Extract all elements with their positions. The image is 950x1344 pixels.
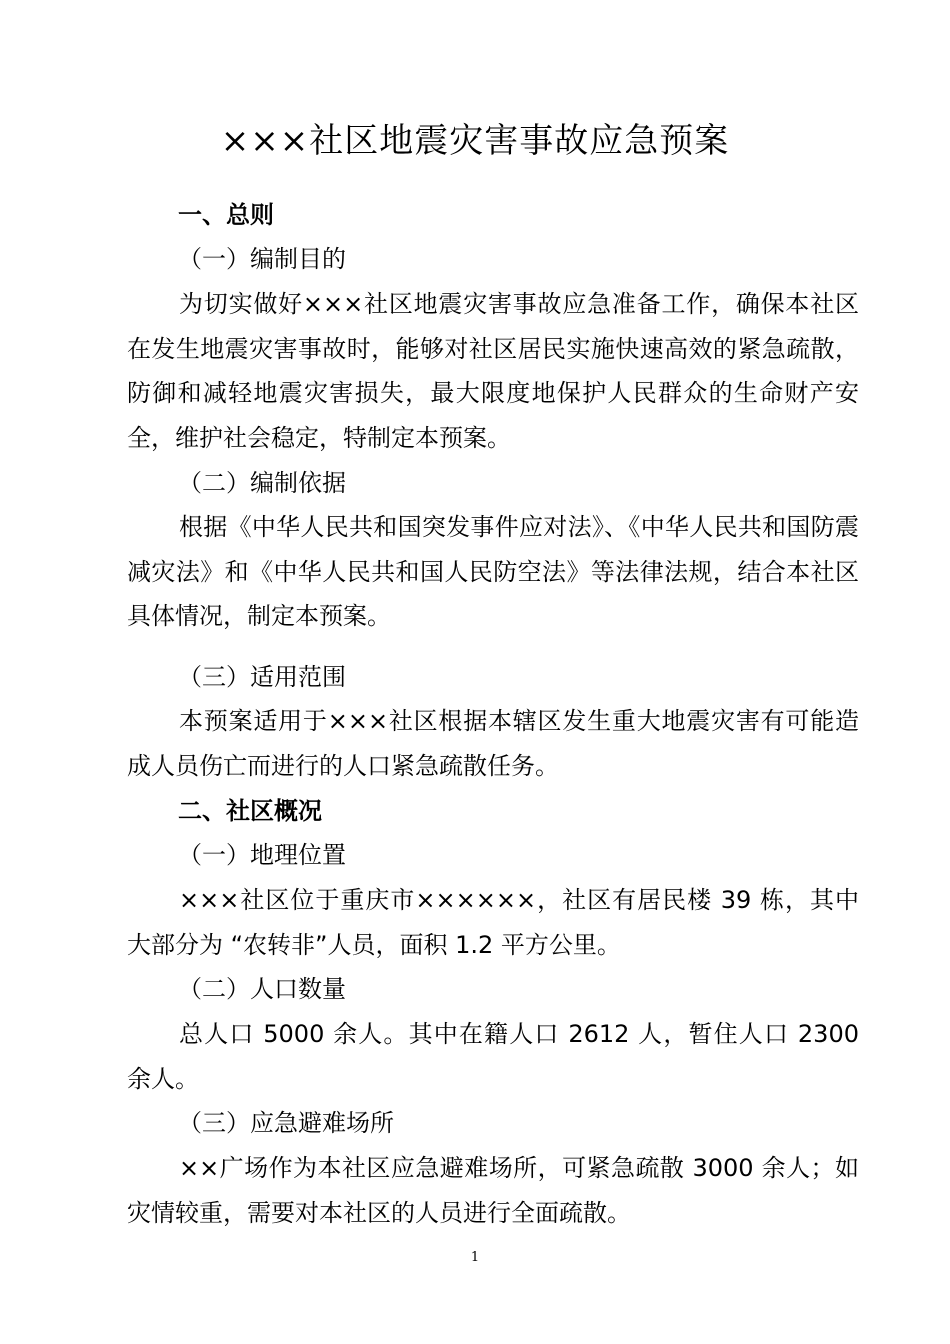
subsection-heading-purpose: （一）编制目的 — [178, 245, 346, 273]
page-number: 1 — [470, 1250, 480, 1265]
paragraph-shelter: ××广场作为本社区应急避难场所，可紧急疏散 3000 余人；如灾情较重，需要对本社区的人员进行全面疏散。 — [127, 1154, 859, 1227]
paragraph-location: ×××社区位于重庆市××××××，社区有居民楼 39 栋，其中大部分为 “农转非”人员，面积 1.2 平方公里。 — [127, 886, 859, 959]
section-heading-general: 一、总则 — [178, 201, 274, 229]
subsection-heading-shelter: （三）应急避难场所 — [178, 1109, 394, 1137]
paragraph-purpose: 为切实做好×××社区地震灾害事故应急准备工作，确保本社区在发生地震灾害事故时，能够对社区居民实施快速高效的紧急疏散，防御和减轻地震灾害损失，最大限度地保护人民群众的生命财产安全，维护社会稳定，特制定本预案。 — [127, 290, 859, 452]
subsection-heading-basis: （二）编制依据 — [178, 469, 346, 497]
section-heading-overview: 二、社区概况 — [178, 797, 322, 825]
paragraph-population: 总人口 5000 余人。其中在籍人口 2612 人，暂住人口 2300 余人。 — [127, 1020, 859, 1093]
paragraph-scope: 本预案适用于×××社区根据本辖区发生重大地震灾害有可能造成人员伤亡而进行的人口紧急疏散任务。 — [127, 707, 859, 780]
subsection-heading-scope: （三）适用范围 — [178, 663, 346, 691]
paragraph-basis: 根据《中华人民共和国突发事件应对法》、《中华人民共和国防震减灾法》和《中华人民共和国人民防空法》等法律法规，结合本社区具体情况，制定本预案。 — [127, 513, 859, 630]
subsection-heading-location: （一）地理位置 — [178, 841, 346, 869]
document-title: ×××社区地震灾害事故应急预案 — [220, 121, 730, 161]
subsection-heading-population: （二）人口数量 — [178, 975, 346, 1003]
